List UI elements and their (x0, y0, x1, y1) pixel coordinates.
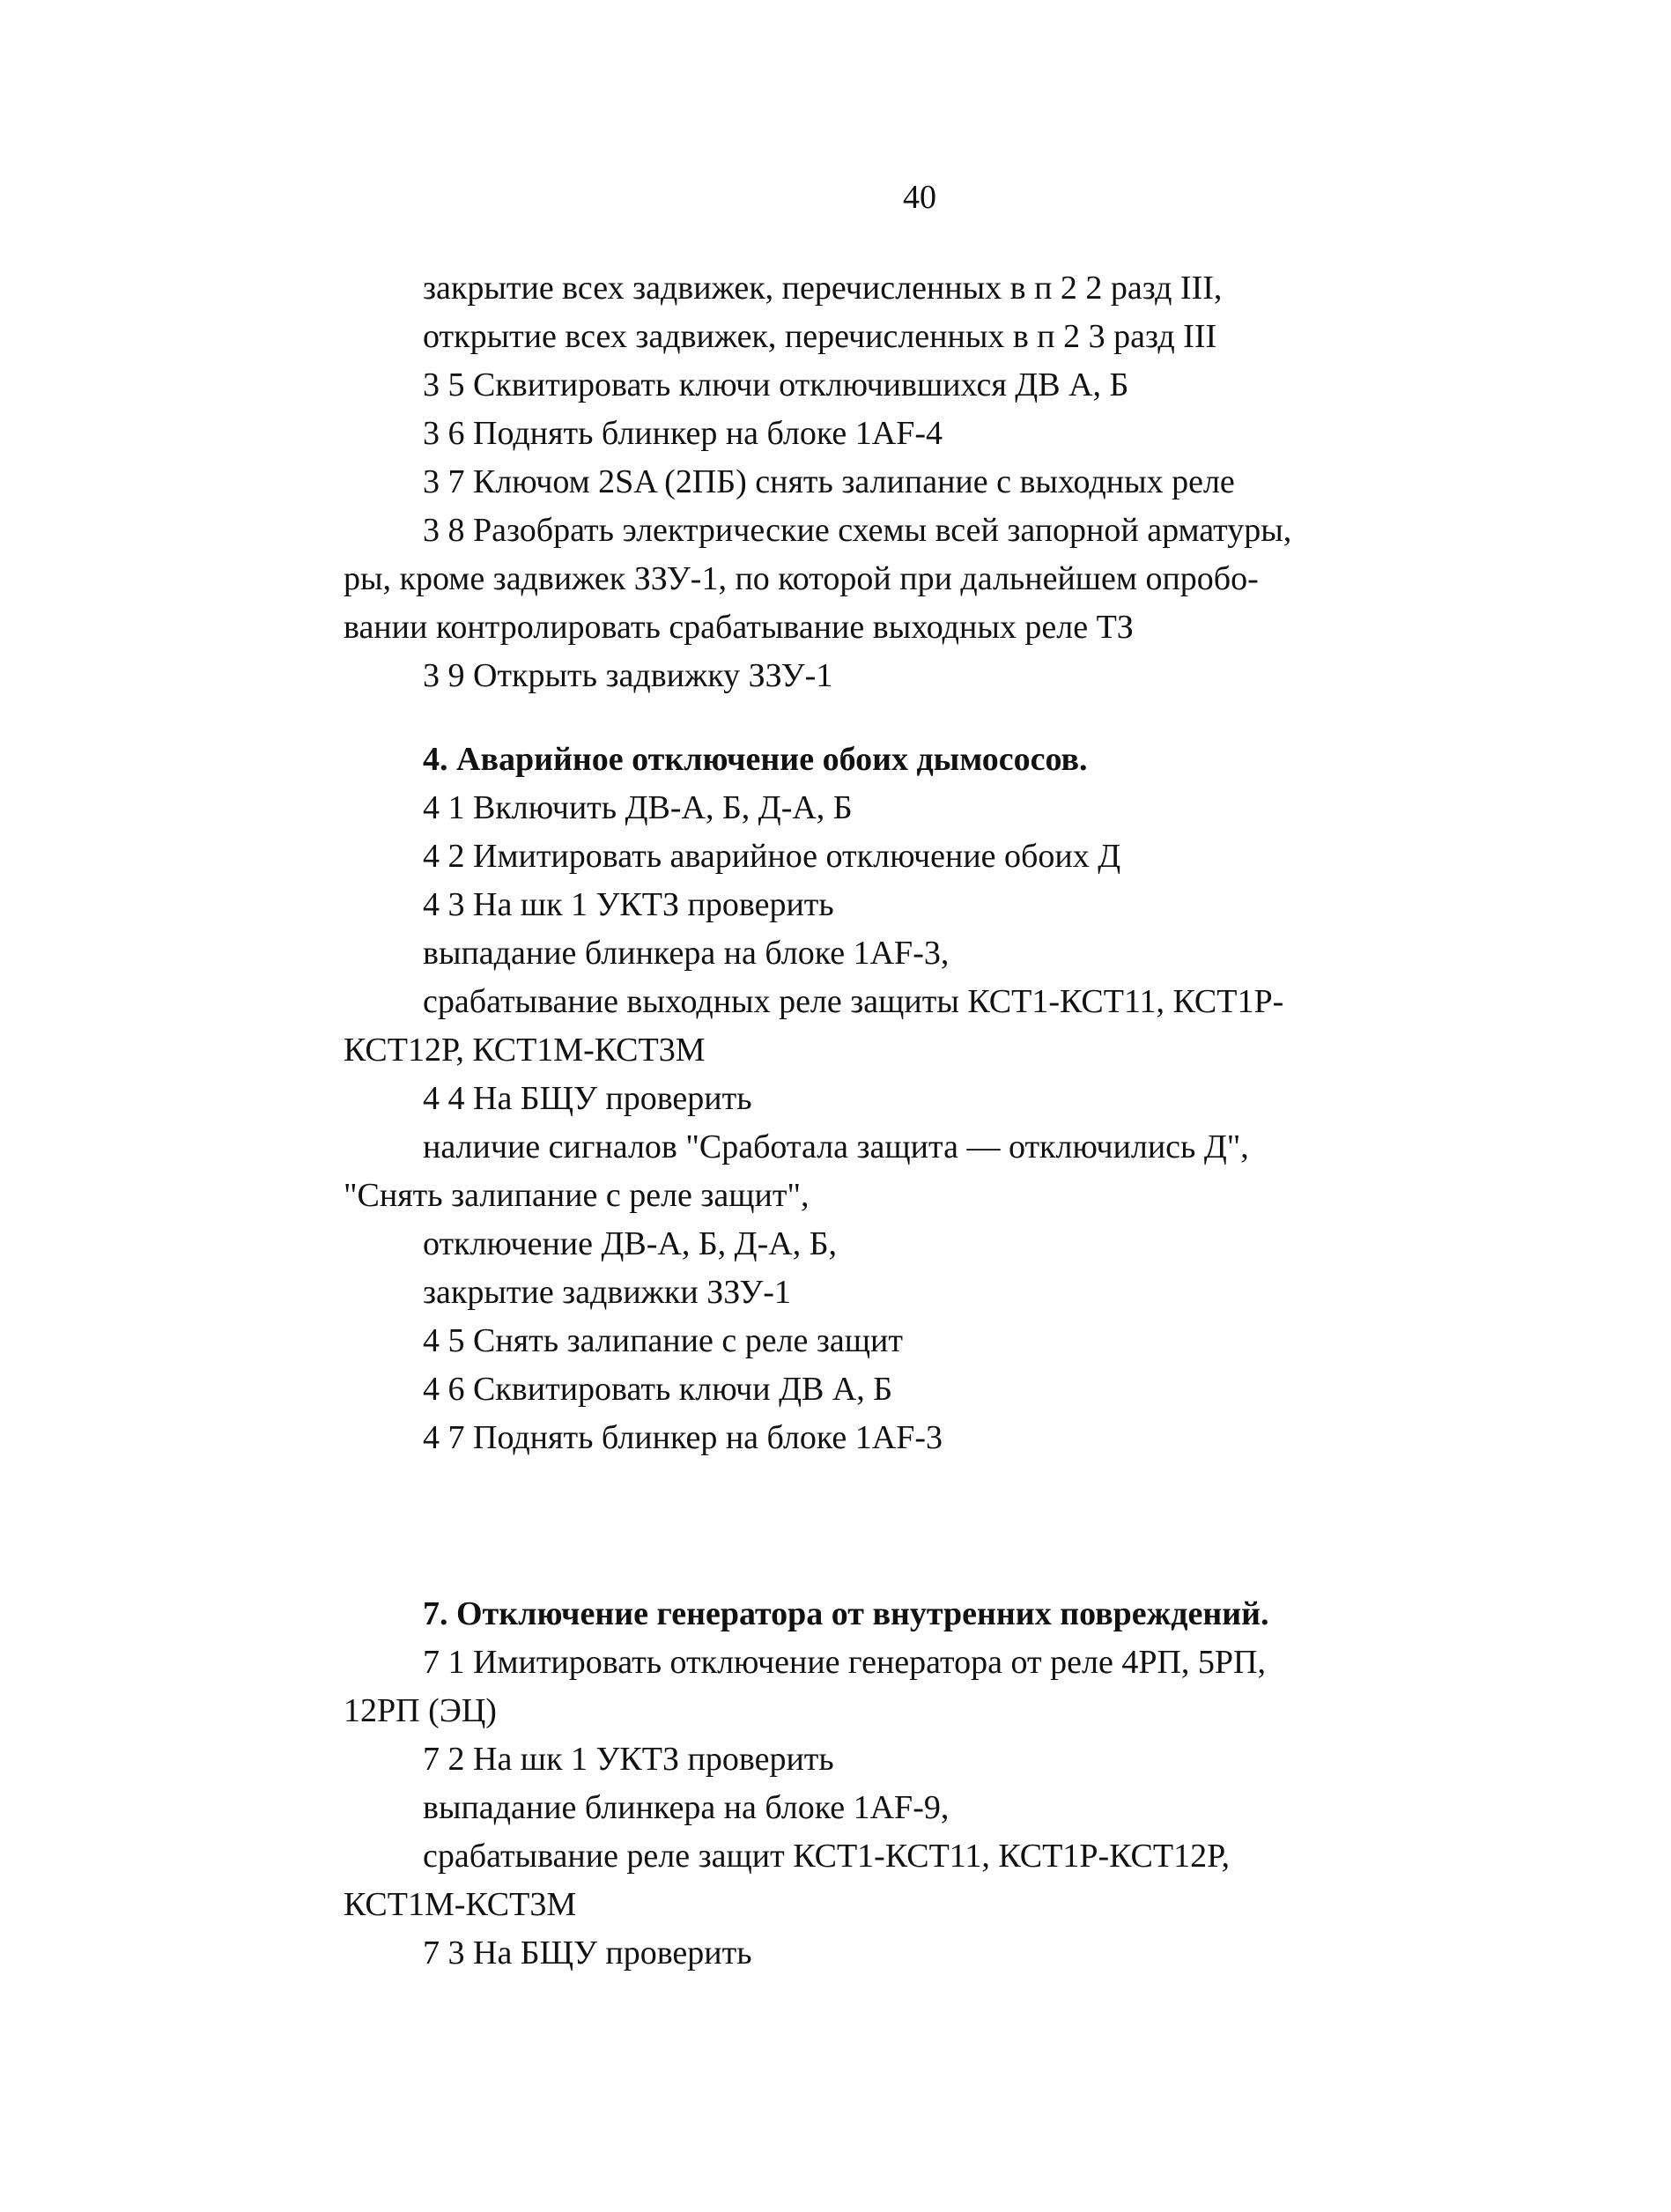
text-line: наличие сигналов "Сработала защита — отключились Д", (423, 1128, 1249, 1165)
text-line: 3 5 Сквитировать ключи отключившихся ДВ А, Б (423, 366, 1129, 403)
text-line: 12РП (ЭЦ) (344, 1692, 497, 1729)
text-line: КСТ1М-КСТ3М (344, 1886, 577, 1923)
text-line: 3 9 Открыть задвижку ЗЗУ-1 (423, 657, 833, 694)
text-line: 4 1 Включить ДВ-А, Б, Д-А, Б (423, 789, 853, 826)
text-line: срабатывание реле защит КСТ1-КСТ11, КСТ1Р-КСТ12Р, (423, 1838, 1230, 1875)
text-line: 3 7 Ключом 2SA (2ПБ) снять залипание с выходных реле (423, 463, 1235, 500)
page-number: 40 (903, 179, 936, 216)
text-line: 4 5 Снять залипание с реле защит (423, 1322, 903, 1359)
text-line: 4 7 Поднять блинкер на блоке 1АF-3 (423, 1419, 943, 1456)
text-line: 4 2 Имитировать аварийное отключение обоих Д (423, 838, 1121, 875)
text-line: выпадание блинкера на блоке 1АF-3, (423, 935, 950, 972)
text-line: 4 6 Сквитировать ключи ДВ А, Б (423, 1371, 893, 1408)
page-body (344, 264, 1493, 1978)
text-line: выпадание блинкера на блоке 1АF-9, (423, 1789, 950, 1826)
text-line: 4 4 На БЩУ проверить (423, 1080, 752, 1117)
text-line: 4 3 На шк 1 УКТЗ проверить (423, 886, 834, 923)
text-line: вании контролировать срабатывание выходных реле ТЗ (344, 609, 1134, 646)
text-line: КСТ12Р, КСТ1М-КСТ3М (344, 1032, 706, 1069)
text-line: закрытие всех задвижек, перечисленных в п 2 2 разд III, (423, 270, 1223, 307)
text-line: отключение ДВ-А, Б, Д-А, Б, (423, 1225, 838, 1262)
text-line: 7 2 На шк 1 УКТЗ проверить (423, 1741, 834, 1778)
text-line: ры, кроме задвижек ЗЗУ-1, по которой при дальнейшем опробо- (344, 560, 1259, 597)
section-heading: 7. Отключение генератора от внутренних повреждений. (423, 1595, 1269, 1632)
text-line: 7 1 Имитировать отключение генератора от реле 4РП, 5РП, (423, 1644, 1266, 1681)
section-heading: 4. Аварийное отключение обоих дымососов. (423, 741, 1088, 778)
text-line: открытие всех задвижек, перечисленных в п 2 3 разд III (423, 318, 1217, 355)
text-line: закрытие задвижки ЗЗУ-1 (423, 1274, 791, 1311)
text-line: "Снять залипание с реле защит", (344, 1177, 810, 1214)
text-line: 3 8 Разобрать электрические схемы всей запорной арматуры, (423, 512, 1292, 549)
text-line: 3 6 Поднять блинкер на блоке 1АF-4 (423, 415, 943, 452)
text-line: срабатывание выходных реле защиты КСТ1-КСТ11, КСТ1Р- (423, 983, 1284, 1020)
text-line: 7 3 На БЩУ проверить (423, 1935, 752, 1972)
